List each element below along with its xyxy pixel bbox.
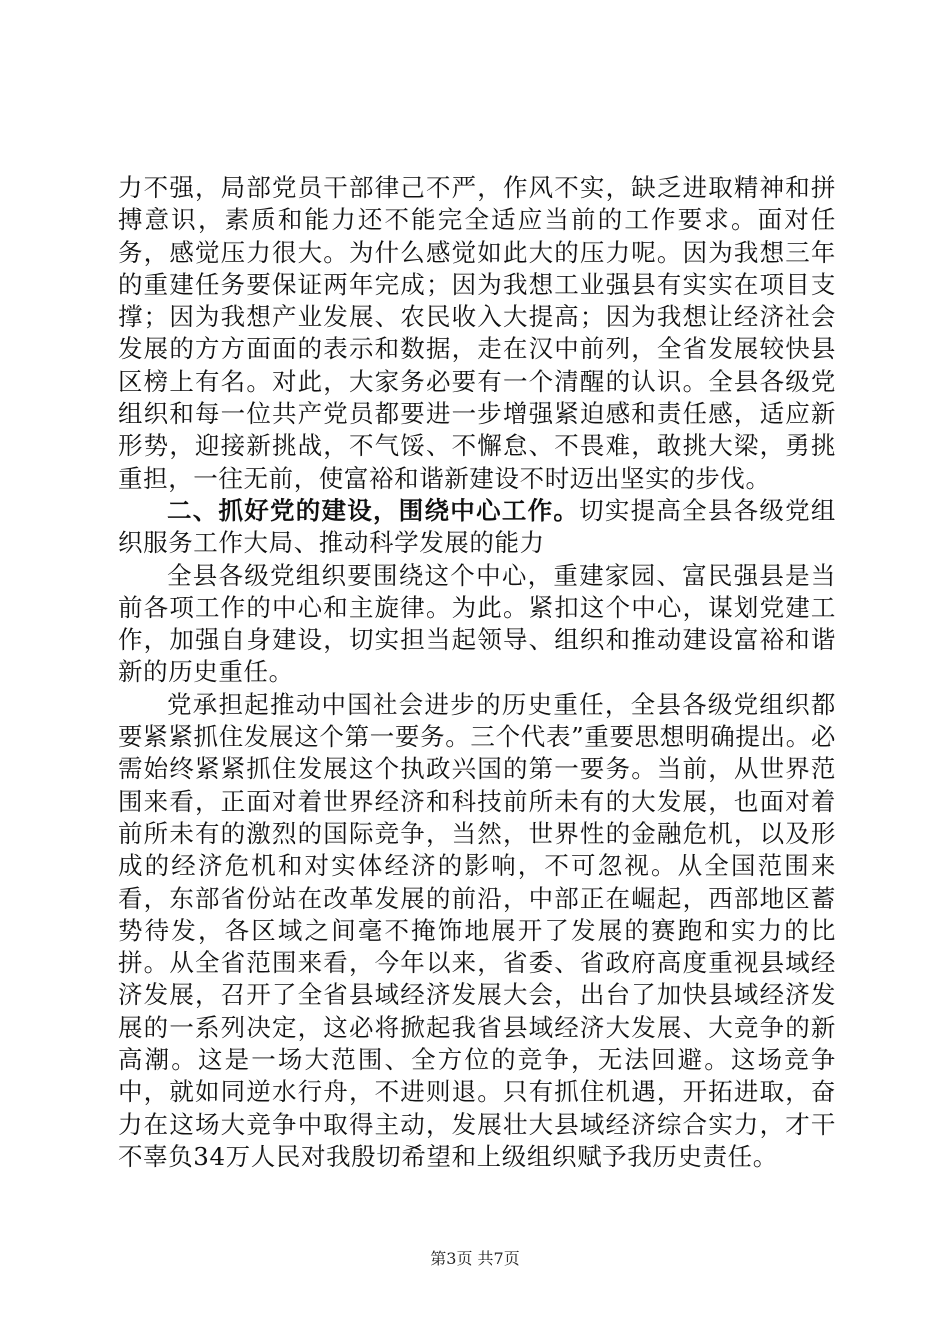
document-body [118,172,836,1173]
paragraph-1 [118,172,836,495]
page-number-footer: 第3页 共7页 [430,1249,520,1268]
paragraph-1-text: 力不强，局部党员干部律己不严，作风不实，缺乏进取精神和拼搏意识，素质和能力还不能完全适应当前的工作要求。面对任务，感觉压力很大。为什么感觉如此大的压力呢。因为我想三年的重建任务要保证两年完成；因为我想工业强县有实实在项目支撑；因为我想产业发展、农民收入大提高；因为我想让经济社会发展的方方面面的表示和数据，走在汉中前列，全省发展较快县区榜上有名。对此，大家务必要有一个清醒的认识。全县各级党组织和每一位共产党员都要进一步增强紧迫感和责任感，适应新形势，迎接新挑战，不气馁、不懈怠、不畏难，敢挑大梁，勇挑重担，一往无前，使富裕和谐新建设不时迈出坚实的步伐。 [118,173,836,493]
paragraph-3 [118,560,836,689]
paragraph-4-text: 党承担起推动中国社会进步的历史重任，全县各级党组织都要紧紧抓住发展这个第一要务。三个代表”重要思想明确提出。必需始终紧紧抓住发展这个执政兴国的第一要务。当前，从世界范围来看，正面对着世界经济和科技前所未有的大发展，也面对着前所未有的激烈的国际竞争，当然，世界性的金融危机，以及形成的经济危机和对实体经济的影响，不可忽视。从全国范围来看，东部省份站在改革发展的前沿，中部正在崛起，西部地区蓄势待发，各区域之间毫不掩饰地展开了发展的赛跑和实力的比拼。从全省范围来看，今年以来，省委、省政府高度重视县域经济发展，召开了全省县域经济发展大会，出台了加快县域经济发展的一系列决定，这必将掀起我省县域经济大发展、大竞争的新高潮。这是一场大范围、全方位的竞争，无法回避。这场竞争中，就如同逆水行舟，不进则退。只有抓住机遇，开拓进取，奋力在这场大竞争中取得主动，发展壮大县域经济综合实力，才干不辜负34万人民对我殷切希望和上级组织赋予我历史责任。 [118,689,836,1171]
paragraph-2-text: 切实提高全县各级党组织服务工作大局、推动科学发展的能力 [118,495,836,558]
paragraph-4 [118,689,836,1173]
section-heading: 二、抓好党的建设，围绕中心工作。 [167,495,580,525]
paragraph-2 [118,495,836,560]
paragraph-3-text: 全县各级党组织要围绕这个中心，重建家园、富民强县是当前各项工作的中心和主旋律。为此。紧扣这个中心，谋划党建工作，加强自身建设，切实担当起领导、组织和推动建设富裕和谐新的历史重任。 [118,560,836,687]
